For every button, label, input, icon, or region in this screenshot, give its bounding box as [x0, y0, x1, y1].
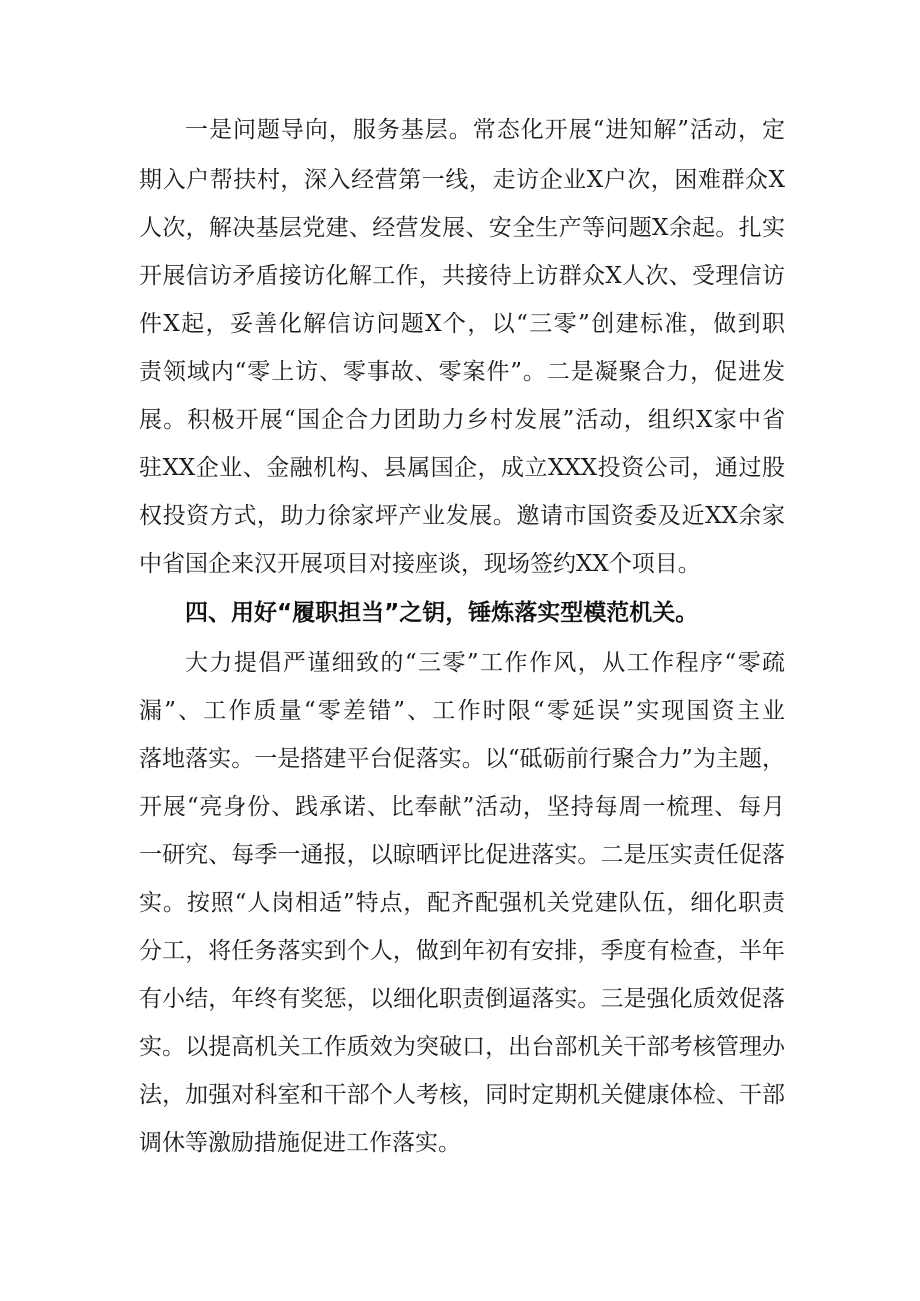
text-line: 权投资方式，助力徐家坪产业发展。邀请市国资委及近XX余家 — [139, 503, 785, 529]
text-line: 落地落实。一是搭建平台促落实。以“砥砺前行聚合力”为主题， — [139, 746, 785, 772]
text-line: 调休等激励措施促进工作落实。 — [139, 1130, 461, 1156]
text-line: 大力提倡严谨细致的“三零”工作作风，从工作程序“零疏 — [185, 650, 785, 676]
text-line: 驻XX企业、金融机构、县属国企，成立XXX投资公司，通过股 — [139, 455, 785, 481]
text-line: 开展信访矛盾接访化解工作，共接待上访群众X人次、受理信访 — [139, 263, 785, 289]
text-line: 有小结，年终有奖惩，以细化职责倒逼落实。三是强化质效促落 — [139, 986, 785, 1012]
text-line: 分工，将任务落实到个人，做到年初有安排，季度有检查，半年 — [139, 938, 785, 964]
text-line: 中省国企来汉开展项目对接座谈，现场签约XX个项目。 — [139, 551, 701, 577]
text-line: 漏”、工作质量“零差错”、工作时限“零延误”实现国资主业 — [139, 698, 785, 724]
text-line: 展。积极开展“国企合力团助力乡村发展”活动，组织X家中省 — [139, 407, 785, 433]
text-line: 一研究、每季一通报，以晾晒评比促进落实。二是压实责任促落 — [139, 842, 785, 868]
text-line: 实。按照“人岗相适”特点，配齐配强机关党建队伍，细化职责 — [139, 890, 785, 916]
text-line: 期入户帮扶村，深入经营第一线，走访企业X户次，困难群众X — [139, 167, 785, 193]
text-line: 开展“亮身份、践承诺、比奉献”活动，坚持每周一梳理、每月 — [139, 794, 785, 820]
text-line: 法，加强对科室和干部个人考核，同时定期机关健康体检、干部 — [139, 1082, 785, 1108]
text-line: 件X起，妥善化解信访问题X个，以“三零”创建标准，做到职 — [139, 311, 785, 337]
section-heading: 四、用好“履职担当”之钥，锤炼落实型模范机关。 — [185, 600, 699, 626]
text-line: 责领域内“零上访、零事故、零案件”。二是凝聚合力，促进发 — [139, 359, 785, 385]
text-line: 人次，解决基层党建、经营发展、安全生产等问题X余起。扎实 — [139, 215, 785, 241]
text-line: 实。以提高机关工作质效为突破口，出台部机关干部考核管理办 — [139, 1034, 785, 1060]
text-line: 一是问题导向，服务基层。常态化开展“进知解”活动，定 — [185, 117, 785, 143]
